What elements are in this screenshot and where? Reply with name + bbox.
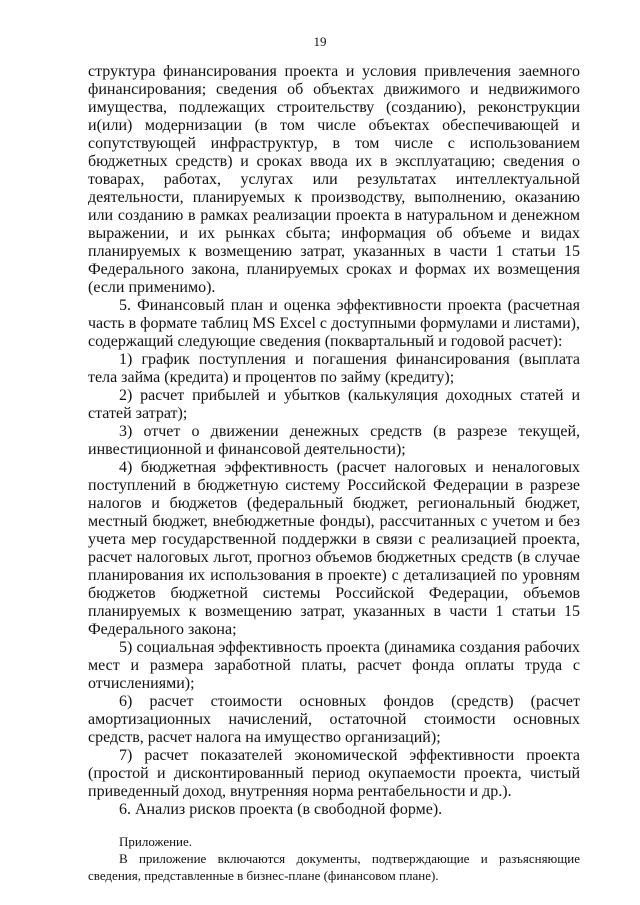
paragraph-risk-analysis: 6. Анализ рисков проекта (в свободной форме). <box>119 801 443 818</box>
document-body <box>88 63 580 884</box>
paragraph-continuation: структура финансирования проекта и условия привлечения заемного финансирования; сведения об объектах движимого и недвижимого имущества, подлежащих строительству (созданию), реконструкции и(или) модернизации (в том числе объектах обеспечивающей и сопутствующей инфраструктур, в том числе с использованием бюджетных средств) и сроках ввода их в эксплуатацию; сведения о товарах, работах, услугах или результатах интеллектуальной деятельности, планируемых к производству, выполнению, оказанию или созданию в рамках реализации проекта в натуральном и денежном выражении, и их рынках сбыта; информация об объеме и видах планируемых к возмещению затрат, указанных в части 1 статьи 15 Федерального закона, планируемых сроках и формах их возмещения (если применимо). <box>88 63 580 296</box>
list-item-cash-flow: 3) отчет о движении денежных средств (в разрезе текущей, инвестиционной и финансовой деятельности); <box>88 423 580 458</box>
list-item-social-efficiency: 5) социальная эффективность проекта (динамика создания рабочих мест и размера заработной платы, расчет фонда оплаты труда с отчислениями); <box>88 639 580 692</box>
appendix-title: Приложение. <box>119 834 193 849</box>
list-item-profit-loss: 2) расчет прибылей и убытков (калькуляция доходных статей и статей затрат); <box>88 387 580 422</box>
list-item-budget-efficiency: 4) бюджетная эффективность (расчет налоговых и неналоговых поступлений в бюджетную систему Российской Федерации в разрезе налогов и бюджетов (федеральный бюджет, региональный бюджет, местный бюджет, внебюджетные фонды), рассчитанных с учетом и без учета мер государственной поддержки в связи с реализацией проекта, расчет налоговых льгот, прогноз объемов бюджетных средств (в случае планирования их использования в проекте) с детализацией по уровням бюджетов бюджетной системы Российской Федерации, объемов планируемых к возмещению затрат, указанных в части 1 статьи 15 Федерального закона; <box>88 459 580 638</box>
appendix-note <box>88 833 580 884</box>
paragraph-financial-plan: 5. Финансовый план и оценка эффективности проекта (расчетная часть в формате таблиц MS Excel с доступными формулами и листами), содержащий следующие сведения (поквартальный и годовой расчет): <box>88 297 580 350</box>
list-item-economic-efficiency: 7) расчет показателей экономической эффективности проекта (простой и дисконтированный период окупаемости проекта, чистый приведенный доход, внутренняя норма рентабельности и др.). <box>88 747 580 800</box>
list-item-financing-schedule: 1) график поступления и погашения финансирования (выплата тела займа (кредита) и процентов по займу (кредиту); <box>88 351 580 386</box>
appendix-text: В приложение включаются документы, подтверждающие и разъясняющие сведения, представленные в бизнес-плане (финансовом плане). <box>88 851 580 883</box>
page-number: 19 <box>313 34 327 49</box>
list-item-fixed-assets: 6) расчет стоимости основных фондов (средств) (расчет амортизационных начислений, остаточной стоимости основных средств, расчет налога на имущество организаций); <box>88 693 580 746</box>
